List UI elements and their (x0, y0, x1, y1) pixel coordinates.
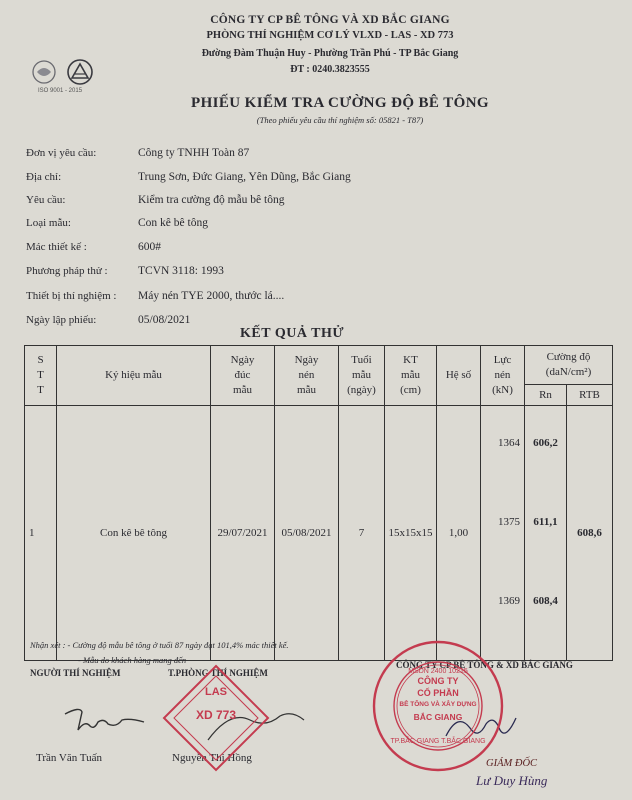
info-label: Ngày lập phiếu: (26, 314, 97, 326)
info-row (26, 290, 285, 302)
info-row (26, 194, 285, 206)
tester-label: NGƯỜI THÍ NGHIỆM (30, 668, 121, 678)
head-label: T.PHÒNG THÍ NGHIỆM (168, 668, 268, 678)
header-force: Lực nén (kN) (481, 346, 525, 406)
lab-stamp-code: XD 773 (195, 708, 237, 722)
document-title: PHIẾU KIỂM TRA CƯỜNG ĐỘ BÊ TÔNG (191, 95, 489, 111)
cell-rtb: 608,6 (567, 406, 613, 661)
header-age: Tuổi mẫu (ngày) (339, 346, 385, 406)
info-label: Thiết bị thí nghiệm : (26, 290, 117, 302)
seal-line: CÔNG TY (417, 676, 459, 686)
company-phone: ĐT : 0240.3823555 (290, 64, 370, 75)
company-address: Đường Đàm Thuận Huy - Phường Trần Phú - TP Bắc Giang (201, 48, 459, 59)
note-line: Nhận xét : - Cường độ mẫu bê tông ở tuổi 87 ngày đạt 101,4% mác thiết kế. (30, 640, 289, 650)
document-subtitle: (Theo phiếu yêu cầu thí nghiệm số: 05821 - T87) (256, 115, 424, 125)
header-cast-date: Ngày đúc mẫu (211, 346, 275, 406)
results-title: KẾT QUẢ THỬ (240, 326, 345, 341)
force-value: 1364 (498, 437, 520, 449)
force-value: 1369 (498, 595, 520, 607)
info-value: Trung Sơn, Đức Giang, Yên Dũng, Bắc Giang (138, 171, 351, 183)
info-row (26, 147, 250, 159)
info-label: Loại mẫu: (26, 217, 71, 229)
header-rtb: RTB (567, 385, 613, 406)
info-label: Phương pháp thử : (26, 265, 108, 277)
seal-line: BÊ TÔNG VÀ XÂY DỰNG (399, 701, 477, 708)
cell-force (481, 406, 525, 661)
info-value: 600# (138, 241, 161, 253)
note-line: - Mẫu do khách hàng mang đến (78, 655, 187, 665)
info-value: Máy nén TYE 2000, thước lá.... (138, 290, 285, 302)
cell-test-date: 05/08/2021 (275, 406, 339, 661)
header-strength-unit: (daN/cm²) (545, 366, 592, 378)
director-name: Lư Duy Hùng (476, 773, 548, 788)
header-symbol: Ký hiệu mẫu (57, 346, 211, 406)
header-strength (525, 346, 613, 385)
info-row (26, 241, 161, 253)
seal-line: CỔ PHẦN (417, 688, 459, 698)
force-value: 1375 (498, 516, 520, 528)
cell-age: 7 (339, 406, 385, 661)
cell-size: 15x15x15 (385, 406, 437, 661)
iso-text: ISO 9001 - 2015 (38, 88, 83, 94)
head-name: Nguyễn Thị Hồng (172, 752, 252, 764)
info-value: Công ty TNHH Toàn 87 (138, 147, 250, 159)
director-title: GIÁM ĐỐC (486, 758, 538, 769)
cell-symbol: Con kê bê tông (57, 406, 211, 661)
info-value: 05/08/2021 (138, 314, 191, 326)
info-label: Đơn vị yêu cầu: (26, 147, 97, 159)
info-row (26, 171, 351, 183)
info-label: Mác thiết kế : (26, 241, 87, 253)
info-row (26, 265, 224, 277)
header-test-date: Ngày nén mẫu (275, 346, 339, 406)
seal-ring-top: MSDN 2400 10215 (408, 668, 468, 675)
seal-line: BẮC GIANG (413, 712, 463, 722)
info-value: Kiểm tra cường độ mẫu bê tông (138, 194, 285, 206)
table-row (25, 406, 613, 661)
tester-signature-icon (60, 700, 150, 740)
info-value: TCVN 3118: 1993 (138, 265, 224, 277)
header-size: KT mẫu (cm) (385, 346, 437, 406)
header-coef: Hệ số (437, 346, 481, 406)
info-row (26, 217, 208, 229)
info-label: Địa chỉ: (26, 171, 62, 183)
header-strength-label: Cường độ (546, 351, 591, 363)
cell-rn (525, 406, 567, 661)
company-name: CÔNG TY CP BÊ TÔNG VÀ XD BẮC GIANG (210, 14, 450, 26)
rn-value: 611,1 (533, 516, 558, 528)
cell-stt: 1 (25, 406, 57, 661)
lab-name: PHÒNG THÍ NGHIỆM CƠ LÝ VLXD - LAS - XD 773 (206, 30, 454, 41)
header-rn: Rn (525, 385, 567, 406)
lab-stamp-top: LAS (205, 686, 227, 698)
rn-value: 608,4 (533, 595, 558, 607)
tester-name: Trần Văn Tuấn (36, 752, 103, 764)
cell-cast-date: 29/07/2021 (211, 406, 275, 661)
info-value: Con kê bê tông (138, 217, 208, 229)
info-label: Yêu cầu: (26, 194, 66, 206)
results-table (24, 345, 613, 661)
company-label: CÔNG TY CP BÊ TÔNG & XD BẮC GIANG (396, 660, 573, 670)
seal-ring-bottom: TP.BẮC GIANG T.BẮC GIANG (390, 738, 486, 745)
info-row (26, 314, 191, 326)
cell-coef: 1,00 (437, 406, 481, 661)
header-stt: S T T (25, 346, 57, 406)
rn-value: 606,2 (533, 437, 558, 449)
